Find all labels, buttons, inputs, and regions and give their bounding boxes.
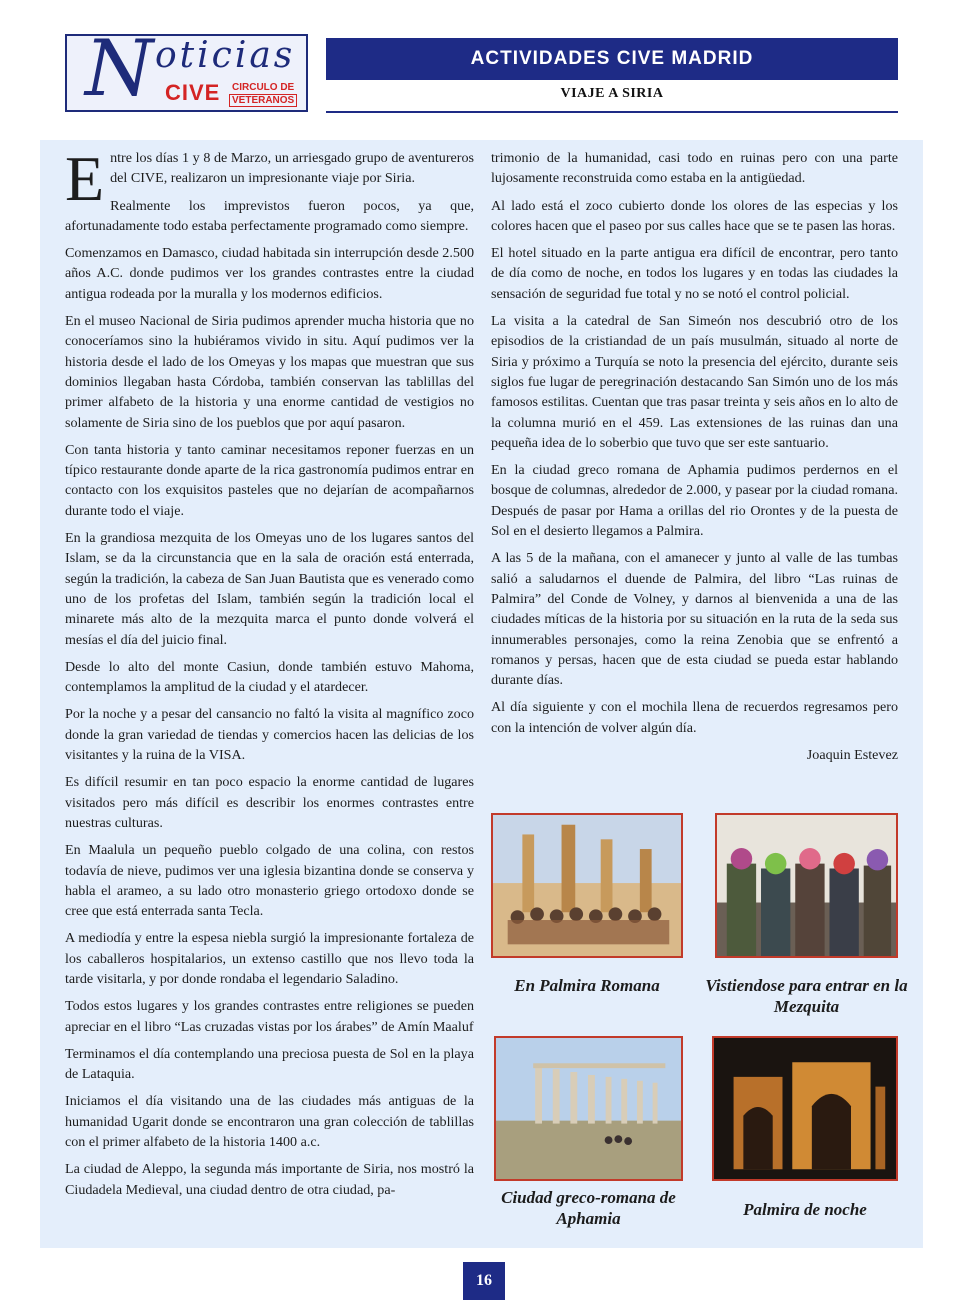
article-paragraph: A las 5 de la mañana, con el amanecer y junto al valle de las tumbas salió a saludarnos el duende de Palmira, del libro “Las ruinas de Palmira” del Conde de Volney, y darnos al bienvenida a una de las ciudades míticas de la historia por su situación en la ruta de la seda sus innumerables personajes, como la reina Zenobia que se enfrentó a romanos y persas, hacen que de esta ciudad se pueda estar hablando durante días.: [491, 550, 898, 689]
article-paragraph: En la grandiosa mezquita de los Omeyas uno de los lugares santos del Islam, se da la circunstancia que en la sala de oración está enterrada, según la tradición, la cabeza de San Juan Bautista que es venerado como uno de los profetas del Islam, también según la tradición local el minarete más alto de la mezquita marca el punto donde volverá el mesías el día del juicio final.: [65, 530, 474, 648]
logo-sub-line-1: CIRCULO DE: [232, 82, 295, 93]
article-paragraph: El hotel situado en la parte antigua era difícil de encontrar, pero tanto de día como de noche, en todos los lugares y en todas las ciudades la sensación de seguridad fue total y no se notó el control policial.: [491, 245, 898, 302]
photo-aphamia: [494, 1036, 683, 1181]
article-paragraph: La visita a la catedral de San Simeón nos descubrió otro de los episodios de la cristiandad de un país musulmán, situado al norte de Siria y próximo a Turquía se noto la presencia del ejército, durante seis siglos fue lugar de peregrinación destacando San Simón uno de los más famosos estilitas. Cuentan que tras pasar treinta y seis años en lo alto de la columna murió en el 459. Las extensiones de las ruinas dan una pequeña idea de lo soberbio que tuvo que ser este santuario.: [491, 313, 898, 451]
article-paragraph: La ciudad de Aleppo, la segunda más importante de Siria, nos mostró la Ciudadela Medieval, una ciudad dentro de otra ciudad, pa-: [65, 1161, 474, 1198]
paragraph-text: ntre los días 1 y 8 de Marzo, un arriesgado grupo de aventureros del CIVE, realizaron un impresionante viaje por Siria.: [110, 150, 474, 187]
logo-sub-line-2: VETERANOS: [229, 94, 297, 107]
logo-subtitle: [229, 82, 297, 107]
photo-caption: Ciudad greco-romana de Aphamia: [501, 1188, 676, 1228]
header-divider: [326, 111, 898, 113]
photo-caption: Vistiendose para entrar en la Mezquita: [705, 976, 908, 1016]
author-signature: Joaquin Estevez: [806, 747, 898, 764]
logo-brand: CIVE: [165, 80, 221, 105]
article-subtitle: VIAJE A SIRIA: [560, 86, 664, 101]
logo-word: oticias: [155, 35, 296, 76]
article-paragraph: [65, 143, 474, 214]
article-paragraph: Es difícil resumir en tan poco espacio la enorme cantidad de lugares visitados pero más difícil es describir los enormes contrastes entre nuestras culturas.: [65, 774, 474, 831]
page-number: 16: [463, 1262, 505, 1300]
photo-palmira-romana: [491, 813, 683, 958]
article-paragraph: Todos estos lugares y los grandes contrastes entre religiones se pueden apreciar en el libro “Las cruzadas vistas por los árabes” de Amín Maaluf: [65, 998, 474, 1035]
article-paragraph: En la ciudad greco romana de Aphamia pudimos perdernos en el bosque de columnas, alrededor de 2.000, y pasear por la ciudad romana. Después de pasar por Hama a orillas del rio Orontes y de la puesta de Sol en el desierto llegamos a Palmira.: [491, 462, 898, 540]
article-paragraph: Comenzamos en Damasco, ciudad habitada sin interrupción desde 2.500 años A.C. donde pudimos ver los grandes contrastes entre la ciudad antigua rodeada por la muralla y los modernos edificios.: [65, 245, 474, 302]
article-paragraph: A mediodía y entre la espesa niebla surgió la impresionante fortaleza de los caballeros hospitalarios, un extenso castillo que nos llevo toda la tarde visitarla, y por donde rondaba el legendario Saladino.: [65, 930, 474, 987]
article-paragraph: Terminamos el día contemplando una preciosa puesta de Sol en la playa de Lataquia.: [65, 1045, 474, 1083]
photo-caption: Palmira de noche: [743, 1200, 867, 1219]
photo-palmira-noche: [712, 1036, 898, 1181]
section-title: ACTIVIDADES CIVE MADRID: [326, 38, 898, 80]
article-paragraph: trimonio de la humanidad, casi todo en ruinas pero con una parte lujosamente reconstruida como estaba en la antigüedad.: [491, 150, 898, 187]
article-column-right: [491, 148, 898, 765]
article-paragraph: Iniciamos el día visitando una de las ciudades más antiguas de la humanidad Ugarit donde se encontraron una gran colección de tablillas con el primer alfabeto de la historia 1400 a.c.: [65, 1093, 474, 1151]
photo-mezquita: [715, 813, 898, 958]
drop-cap: E: [65, 143, 105, 214]
article-paragraph: Al lado está el zoco cubierto donde los olores de las especias y los colores hacen que el paseo por sus calles hace que se te pasen las horas.: [491, 197, 898, 234]
article-paragraph: En el museo Nacional de Siria pudimos aprender mucha historia que no conoceríamos sino la hubiéramos vivido in situ. Aquí pudimos ver la historia desde el lado de los Omeyas y los mapas que muestran que sus dominios llegaban hasta Córdoba, también conservan las tablillas del primer alfabeto de la historia y una enorme cantidad de vestigios no solamente de Siria sino de los pueblos que por aquí pasaron.: [65, 313, 474, 431]
magazine-logo: [65, 24, 308, 114]
logo-initial: N: [85, 24, 154, 114]
article-paragraph: Realmente los imprevistos fueron pocos, ya que, afortunadamente todo estaba perfectamente programado como siempre.: [65, 197, 474, 234]
article-paragraph: Desde lo alto del monte Casiun, donde también estuvo Mahoma, contemplamos la amplitud de la ciudad y el atardecer.: [65, 658, 474, 696]
article-paragraph: En Maalula un pequeño pueblo colgado de una colina, con restos todavía de nieve, pudimos ver una iglesia bizantina donde se conserva y habla el arameo, a su lado otro monasterio griego ortodoxo donde se cree que está enterrada santa Tecla.: [65, 842, 474, 920]
photo-caption: En Palmira Romana: [514, 976, 660, 995]
article-paragraph: Con tanta historia y tanto caminar necesitamos reponer fuerzas en un típico restaurante donde aparte de la rica gastronomía pudimos entrar en contacto con los exquisitos pasteles que no dejarían de acompañarnos durante todo el viaje.: [65, 441, 474, 519]
article-paragraph: Al día siguiente y con el mochila llena de recuerdos regresamos pero con la intención de volver algún día.: [491, 699, 898, 736]
article-column-left: [65, 143, 474, 1207]
article-paragraph: Por la noche y a pesar del cansancio no faltó la visita al magnífico zoco donde la gran variedad de tiendas y comercios hacen las delicias de los visitantes y la ruina de la VISA.: [65, 706, 474, 764]
